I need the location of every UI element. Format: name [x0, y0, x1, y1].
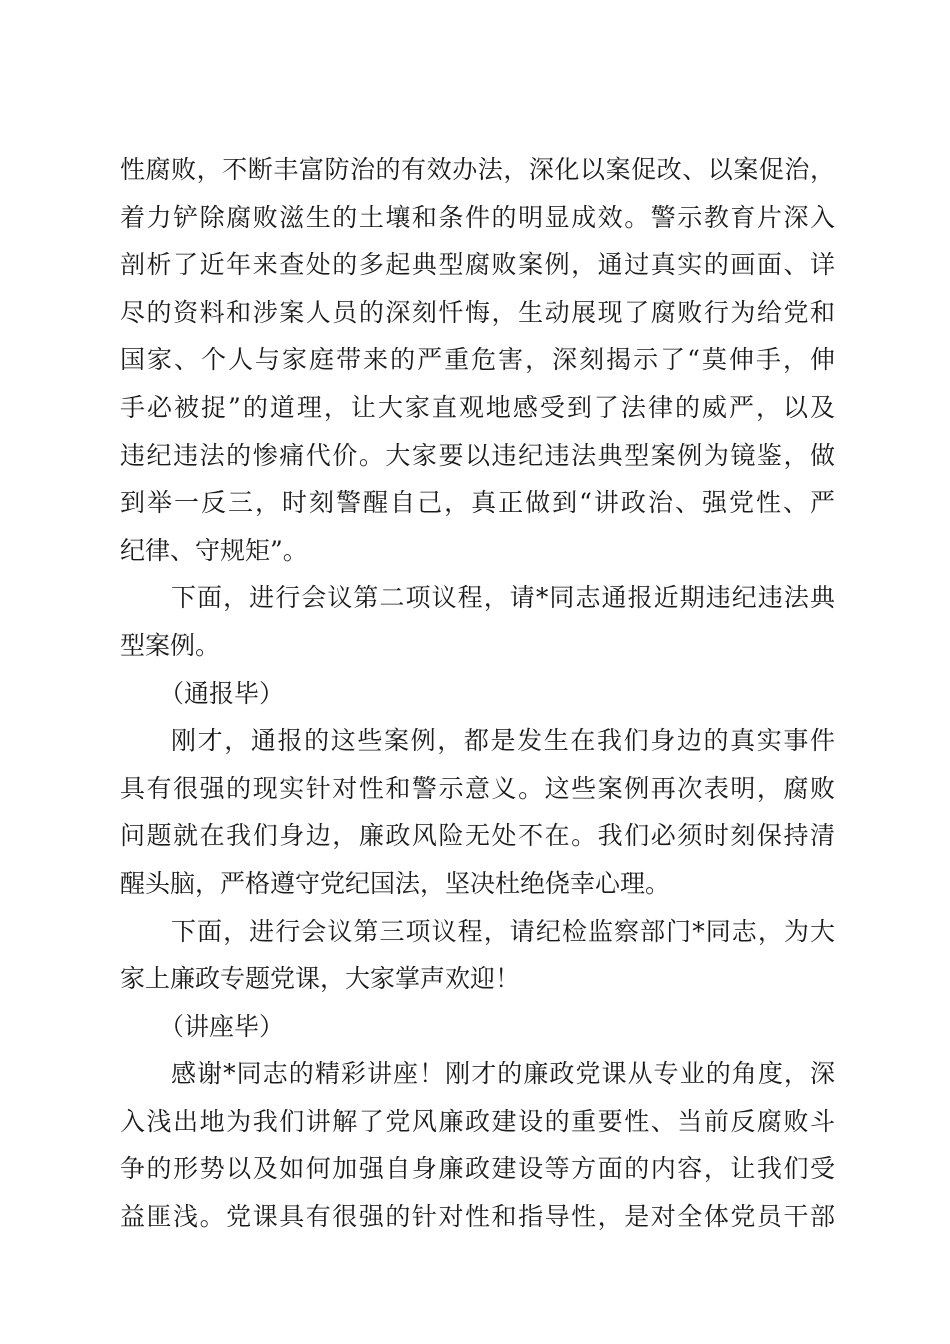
text-line: 具有很强的现实针对性和警示意义。这些案例再次表明，腐败 [120, 773, 835, 803]
text-line: 纪律、守规矩”。 [120, 535, 308, 565]
text-line: 益匪浅。党课具有很强的针对性和指导性，是对全体党员干部 [120, 1202, 835, 1232]
stage-note: （通报毕） [159, 678, 285, 708]
text-line: 尽的资料和涉案人员的深刻忏悔，生动展现了腐败行为给党和 [120, 297, 835, 327]
text-line: 手必被捉”的道理，让大家直观地感受到了法律的威严，以及 [120, 392, 835, 422]
document-body [120, 146, 835, 1241]
text-line: 型案例。 [120, 630, 221, 660]
paragraph-first-line: 感谢*同志的精彩讲座！刚才的廉政党课从专业的角度，深 [171, 1059, 835, 1089]
text-line: 争的形势以及如何加强自身廉政建设等方面的内容，让我们受 [120, 1154, 835, 1184]
text-line: 着力铲除腐败滋生的土壤和条件的明显成效。警示教育片深入 [120, 202, 835, 232]
paragraph-first-line: 下面，进行会议第三项议程，请纪检监察部门*同志，为大 [171, 916, 835, 946]
paragraph-first-line: 刚才，通报的这些案例，都是发生在我们身边的真实事件 [171, 726, 835, 756]
stage-note: （讲座毕） [159, 1011, 285, 1041]
text-line: 入浅出地为我们讲解了党风廉政建设的重要性、当前反腐败斗 [120, 1106, 835, 1136]
text-line: 性腐败，不断丰富防治的有效办法，深化以案促改、以案促治， [120, 155, 835, 184]
text-line: 到举一反三，时刻警醒自己，真正做到“讲政治、强党性、严 [120, 488, 835, 518]
paragraph-first-line: 下面，进行会议第二项议程，请*同志通报近期违纪违法典 [171, 583, 835, 613]
text-line: 违纪违法的惨痛代价。大家要以违纪违法典型案例为镜鉴，做 [120, 440, 835, 470]
text-line: 问题就在我们身边，廉政风险无处不在。我们必须时刻保持清 [120, 821, 835, 851]
text-line: 剖析了近年来查处的多起典型腐败案例，通过真实的画面、详 [120, 250, 835, 280]
text-line: 醒头脑，严格遵守党纪国法，坚决杜绝侥幸心理。 [120, 868, 671, 898]
text-line: 国家、个人与家庭带来的严重危害，深刻揭示了“莫伸手，伸 [120, 345, 835, 375]
text-line: 家上廉政专题党课，大家掌声欢迎！ [120, 964, 521, 994]
